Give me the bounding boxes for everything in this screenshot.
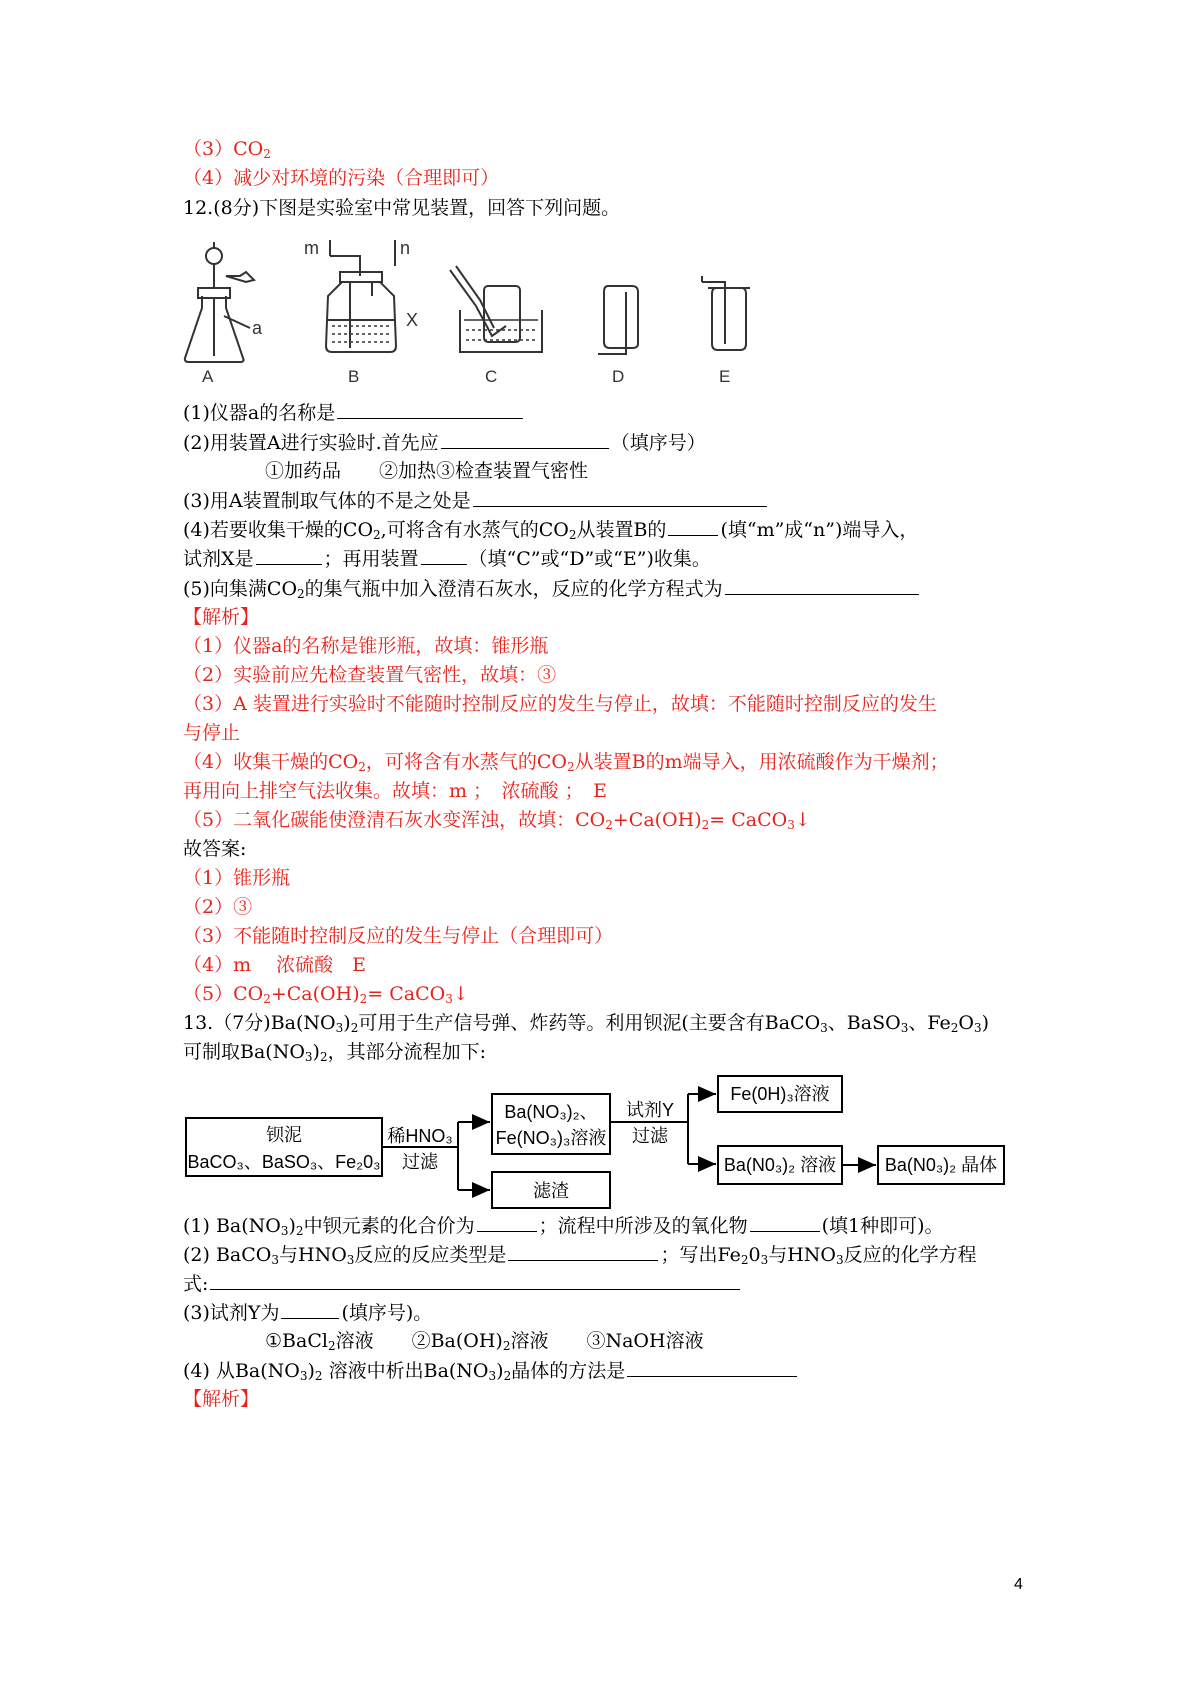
q13-question-3: (3)试剂Y为 (填序号)。 [183,1302,433,1324]
label-B: B [348,367,360,386]
q12-analysis-3-cont: 与停止 [183,722,241,744]
q13-question-2-cont: 式: [183,1271,742,1296]
q12-question-3: (3)用A装置制取气体的不是之处是 [183,488,769,513]
q12-final-5: $(5)CO_2+Ca(OH)_2=$ CaCO$_3$↓ [183,983,469,1006]
prev-answer-3: $(3)CO_2$ [183,138,271,161]
apparatus-e-jar [702,276,750,350]
box-ba-no3-solution-label: Ba(N0₃)₂ 溶液 [723,1155,837,1175]
arrow2-reagent: 试剂Y [625,1100,675,1120]
answer-blank[interactable] [750,1213,820,1232]
answer-blank[interactable] [477,1213,537,1232]
label-n: n [400,238,411,258]
arrow1-reagent: 稀HNO₃ [387,1126,453,1146]
q12-title: 12.(8分)下图是实验室中常见装置，回答下列问题。 [183,197,621,219]
q12-question-4: (4)若要收集干燥的$CO_2$,可将含有水蒸气的$CO_2$从装置B的 (填“m”成“n”)端导入， [183,519,919,542]
apparatus-c-water-trough [450,266,542,352]
q12-analysis-5: （5）二氧化碳能使澄清石灰水变浑浊，故填：$CO_2+Ca(OH)_2=$ CaCO$_3$↓ [183,809,811,832]
box-fe-oh3-label: Fe(0H)₃溶液 [730,1084,830,1104]
process-flowchart [180,1070,1040,1212]
answer-blank[interactable] [256,546,322,565]
q12-analysis-3: （3）A 装置进行实验时不能随时控制反应的发生与停止，故填：不能随时控制反应的发生 [183,693,937,715]
label-C: C [485,367,498,386]
apparatus-figure [180,236,820,386]
label-m: m [304,238,319,258]
answer-blank[interactable] [473,488,767,507]
answer-blank[interactable] [725,576,919,595]
answer-blank[interactable] [627,1358,797,1377]
answer-blank[interactable] [210,1271,740,1290]
page-number: 4 [1014,1576,1023,1593]
q12-question-4-cont: 试剂X是 ；再用装置 （填“C”或“D”或“E”)收集。 [183,548,711,570]
q13-question-1: (1) $Ba(NO_3)_2$中钡元素的化合价为 ；流程中所涉及的氧化物 (填1种即可)。 [183,1215,944,1238]
box-residue-label: 滤渣 [533,1181,569,1201]
q13-title: 13.（7分)$Ba(NO_3)_2$可用于生产信号弹、炸药等。利用钡泥(主要含有BaCO$_3$、BaSO$_3$、$Fe_2O_3$) [183,1012,989,1035]
q12-analysis-4-cont: 再用向上排空气法收集。故填：m ； 浓硫酸 ； E [183,780,607,802]
box-filtrate-line1: Ba(NO₃)₂、 [504,1102,598,1122]
q12-final-2: （2）③ [183,896,253,918]
answer-blank[interactable] [668,517,718,536]
q12-final-heading: 故答案: [183,838,247,860]
q12-final-3: （3）不能随时控制反应的发生与停止（合理即可） [183,925,614,947]
q12-analysis-2: （2）实验前应先检查装置气密性，故填：③ [183,664,557,686]
label-E: E [719,367,731,386]
answer-blank[interactable] [281,1300,339,1319]
arrow1-operation: 过滤 [402,1152,438,1172]
label-A: A [202,367,214,386]
arrow2-operation: 过滤 [632,1126,668,1146]
q12-analysis-4: （4）收集干燥的$CO_2$，可将含有水蒸气的$CO_2$从装置B的m端导入，用浓硫酸作为干燥剂； [183,751,949,774]
q12-analysis-1: （1）仪器a的名称是锥形瓶，故填：锥形瓶 [183,635,549,657]
box-barium-mud-title: 钡泥 [266,1125,302,1145]
apparatus-a-conical-flask [185,242,254,362]
box-ba-no3-crystal-label: Ba(N0₃)₂ 晶体 [884,1155,998,1175]
box-barium-mud-formula: BaCO₃、BaSO₃、Fe₂0₃ [187,1152,381,1172]
apparatus-b-washing-bottle [326,240,396,352]
q13-question-2: (2) BaCO$_3$与$HNO_3$反应的反应类型是 ；写出$Fe_20_3$与$HNO_3$反应的化学方程 [183,1244,977,1267]
q12-question-1: (1)仪器a的名称是 [183,400,525,425]
label-D: D [612,367,625,386]
q12-jiexi-heading: 【解析】 [183,606,260,628]
label-a: a [252,318,263,338]
q12-final-1: （1）锥形瓶 [183,867,291,889]
answer-blank[interactable] [441,430,609,449]
prev-answer-4: （4）减少对环境的污染（合理即可） [183,167,500,189]
q13-jiexi-heading: 【解析】 [183,1388,260,1410]
box-filtrate-line2: Fe(NO₃)₃溶液 [495,1128,607,1148]
q12-question-2: (2)用装置A进行实验时.首先应 （填序号） [183,432,706,454]
q12-question-2-options: ①加药品 ②加热③检查装置气密性 [265,460,589,482]
answer-blank[interactable] [421,546,467,565]
apparatus-d-jar [598,286,638,354]
q13-title-cont: 可制取$Ba(NO_3)_2$，其部分流程加下: [183,1041,487,1064]
label-X: X [406,310,419,330]
answer-blank[interactable] [337,400,523,419]
answer-blank[interactable] [508,1242,658,1261]
q12-question-5: (5)向集满$CO_2$的集气瓶中加入澄清石灰水，反应的化学方程式为 [183,576,921,601]
q13-question-4: (4) 从$Ba(NO_3)_2$ 溶液中析出$Ba(NO_3)_2$晶体的方法是 [183,1358,799,1383]
q13-question-3-options: ①BaCl$_2$溶液 $②Ba(OH)_2$溶液 ③NaOH溶液 [265,1330,704,1353]
q12-final-4: （4）m 浓硫酸 E [183,954,367,976]
